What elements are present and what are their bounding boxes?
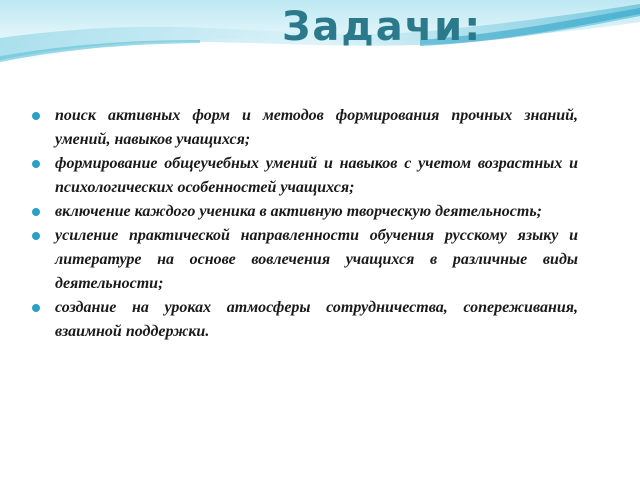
bullet-icon [32,208,40,216]
list-item [32,200,578,224]
task-list [32,104,578,344]
task-text: включение каждого ученика в активную творческую деятельность; [55,203,542,220]
list-item [32,104,578,152]
list-item [32,224,578,296]
list-item [32,152,578,200]
list-item [32,296,578,344]
task-text: усиление практической направленности обучения русскому языку и литературе на основе вовлечения учащихся в различные виды деятельности; [55,227,578,292]
task-text: создание на уроках атмосферы сотрудничества, сопереживания, взаимной поддержки. [55,299,578,340]
task-text: формирование общеучебных умений и навыков с учетом возрастных и психологических особенностей учащихся; [55,155,578,196]
bullet-icon [32,160,40,168]
slide-title: Задачи: [282,4,483,50]
bullet-icon [32,232,40,240]
bullet-icon [32,112,40,120]
task-text: поиск активных форм и методов формирования прочных знаний, умений, навыков учащихся; [55,107,578,148]
bullet-icon [32,304,40,312]
